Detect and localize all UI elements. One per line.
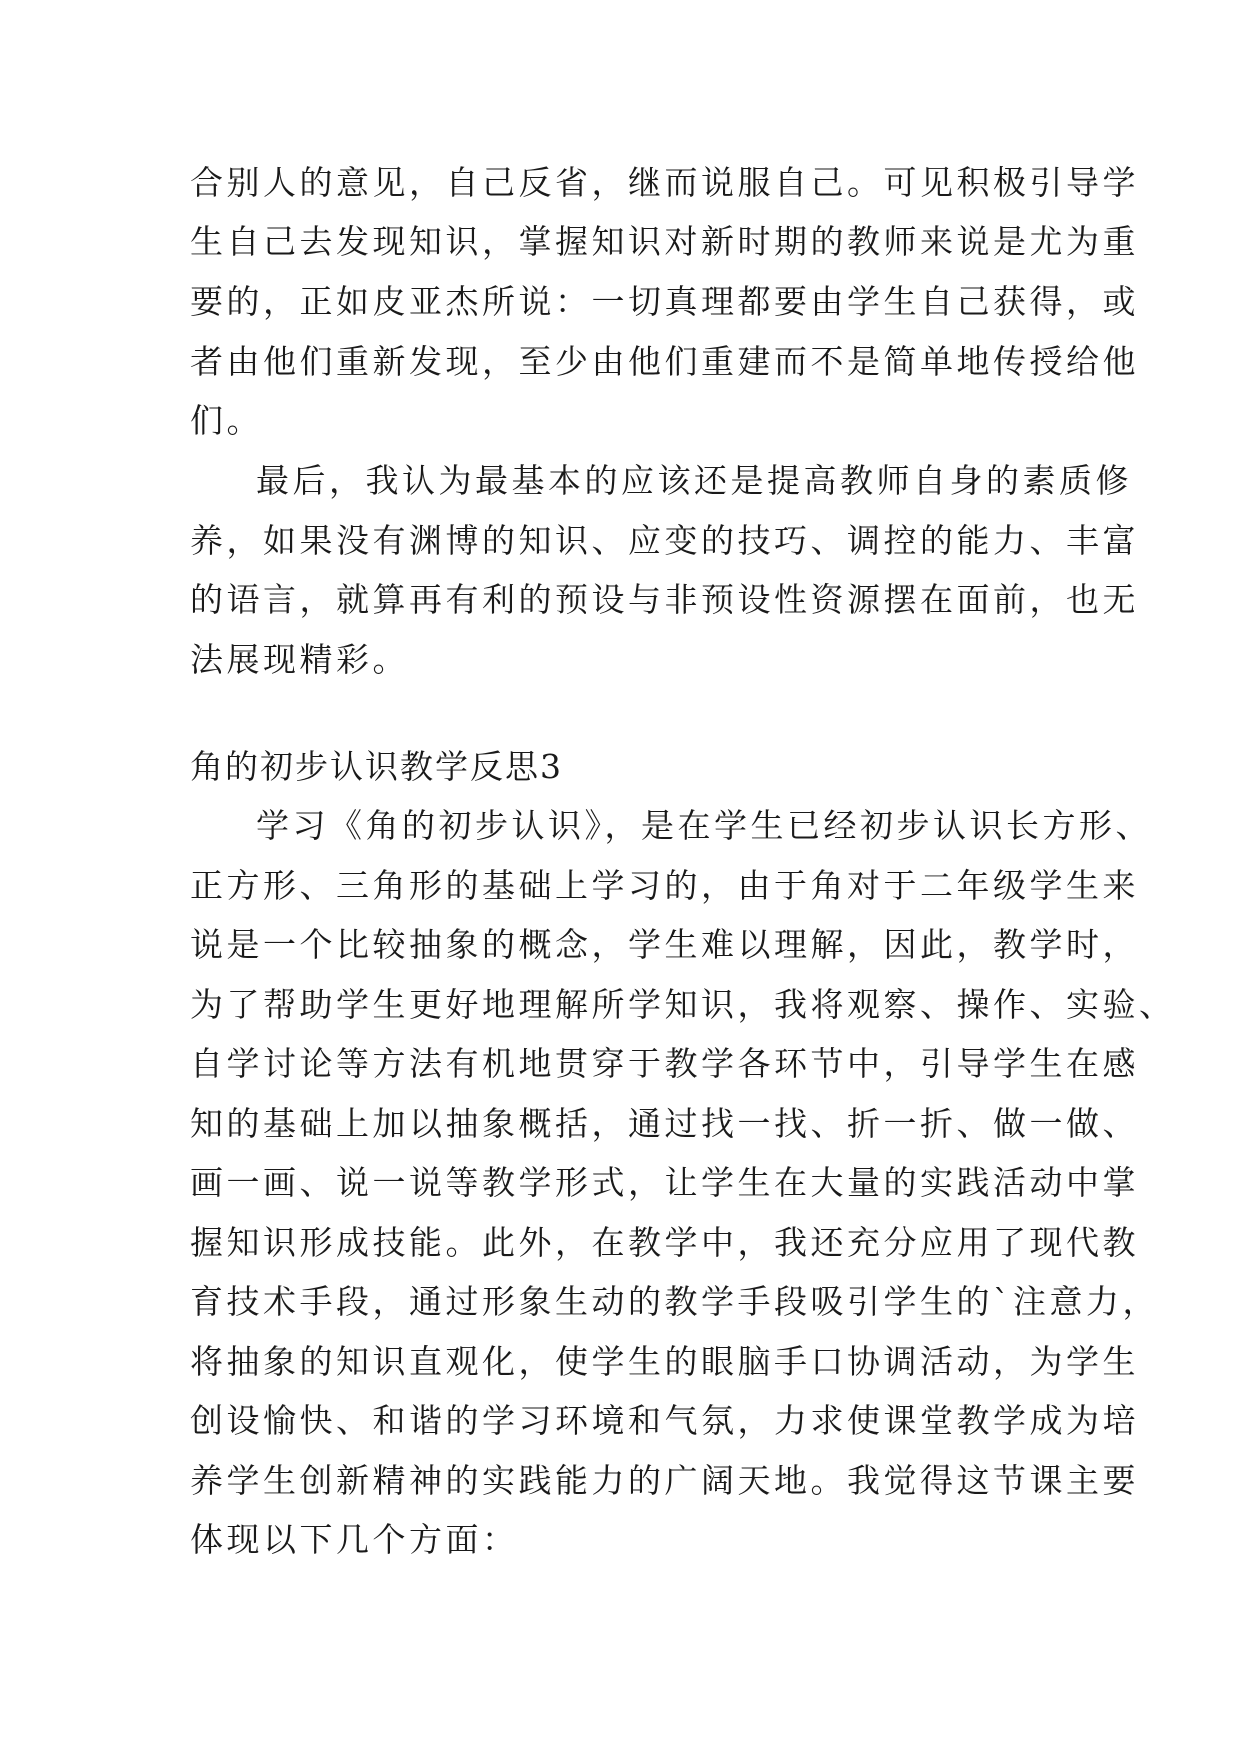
paragraph-1-line-1: 合别人的意见，自己反省，继而说服自己。可见积极引导学: [190, 163, 1139, 202]
paragraph-2-line-2: 养，如果没有渊博的知识、应变的技巧、调控的能力、丰富: [190, 521, 1139, 560]
paragraph-1-line-4: 者由他们重新发现，至少由他们重建而不是简单地传授给他: [190, 342, 1139, 381]
paragraph-3-line-1: 学习《角的初步认识》，是在学生已经初步认识长方形、: [256, 806, 1152, 845]
paragraph-3-line-5: 自学讨论等方法有机地贯穿于教学各环节中，引导学生在感: [190, 1044, 1139, 1083]
paragraph-3-line-7: 画一画、说一说等教学形式，让学生在大量的实践活动中掌: [190, 1163, 1139, 1202]
paragraph-2-line-3: 的语言，就算再有利的预设与非预设性资源摆在面前，也无: [190, 580, 1139, 619]
paragraph-3-line-4: 为了帮助学生更好地理解所学知识，我将观察、操作、实验、: [190, 985, 1176, 1024]
paragraph-1-line-3: 要的，正如皮亚杰所说：一切真理都要由学生自己获得，或: [190, 282, 1139, 321]
paragraph-3-line-13: 体现以下几个方面：: [190, 1520, 519, 1559]
paragraph-2-line-4: 法展现精彩。: [190, 640, 409, 679]
paragraph-3-line-12: 养学生创新精神的实践能力的广阔天地。我觉得这节课主要: [190, 1461, 1139, 1500]
paragraph-3-line-6: 知的基础上加以抽象概括，通过找一找、折一折、做一做、: [190, 1104, 1139, 1143]
paragraph-3-line-9: 育技术手段，通过形象生动的教学手段吸引学生的`注意力，: [190, 1282, 1159, 1321]
paragraph-2-line-1: 最后，我认为最基本的应该还是提高教师自身的素质修: [256, 461, 1132, 500]
paragraph-3-line-2: 正方形、三角形的基础上学习的，由于角对于二年级学生来: [190, 866, 1139, 905]
paragraph-3-line-11: 创设愉快、和谐的学习环境和气氛，力求使课堂教学成为培: [190, 1401, 1139, 1440]
paragraph-3-line-8: 握知识形成技能。此外，在教学中，我还充分应用了现代教: [190, 1223, 1139, 1262]
paragraph-1-line-2: 生自己去发现知识，掌握知识对新时期的教师来说是尤为重: [190, 222, 1139, 261]
paragraph-3-line-10: 将抽象的知识直观化，使学生的眼脑手口协调活动，为学生: [190, 1342, 1139, 1381]
paragraph-3-line-3: 说是一个比较抽象的概念，学生难以理解，因此，教学时，: [190, 925, 1139, 964]
paragraph-1-line-5: 们。: [190, 401, 263, 440]
section-title: 角的初步认识教学反思3: [190, 747, 563, 786]
